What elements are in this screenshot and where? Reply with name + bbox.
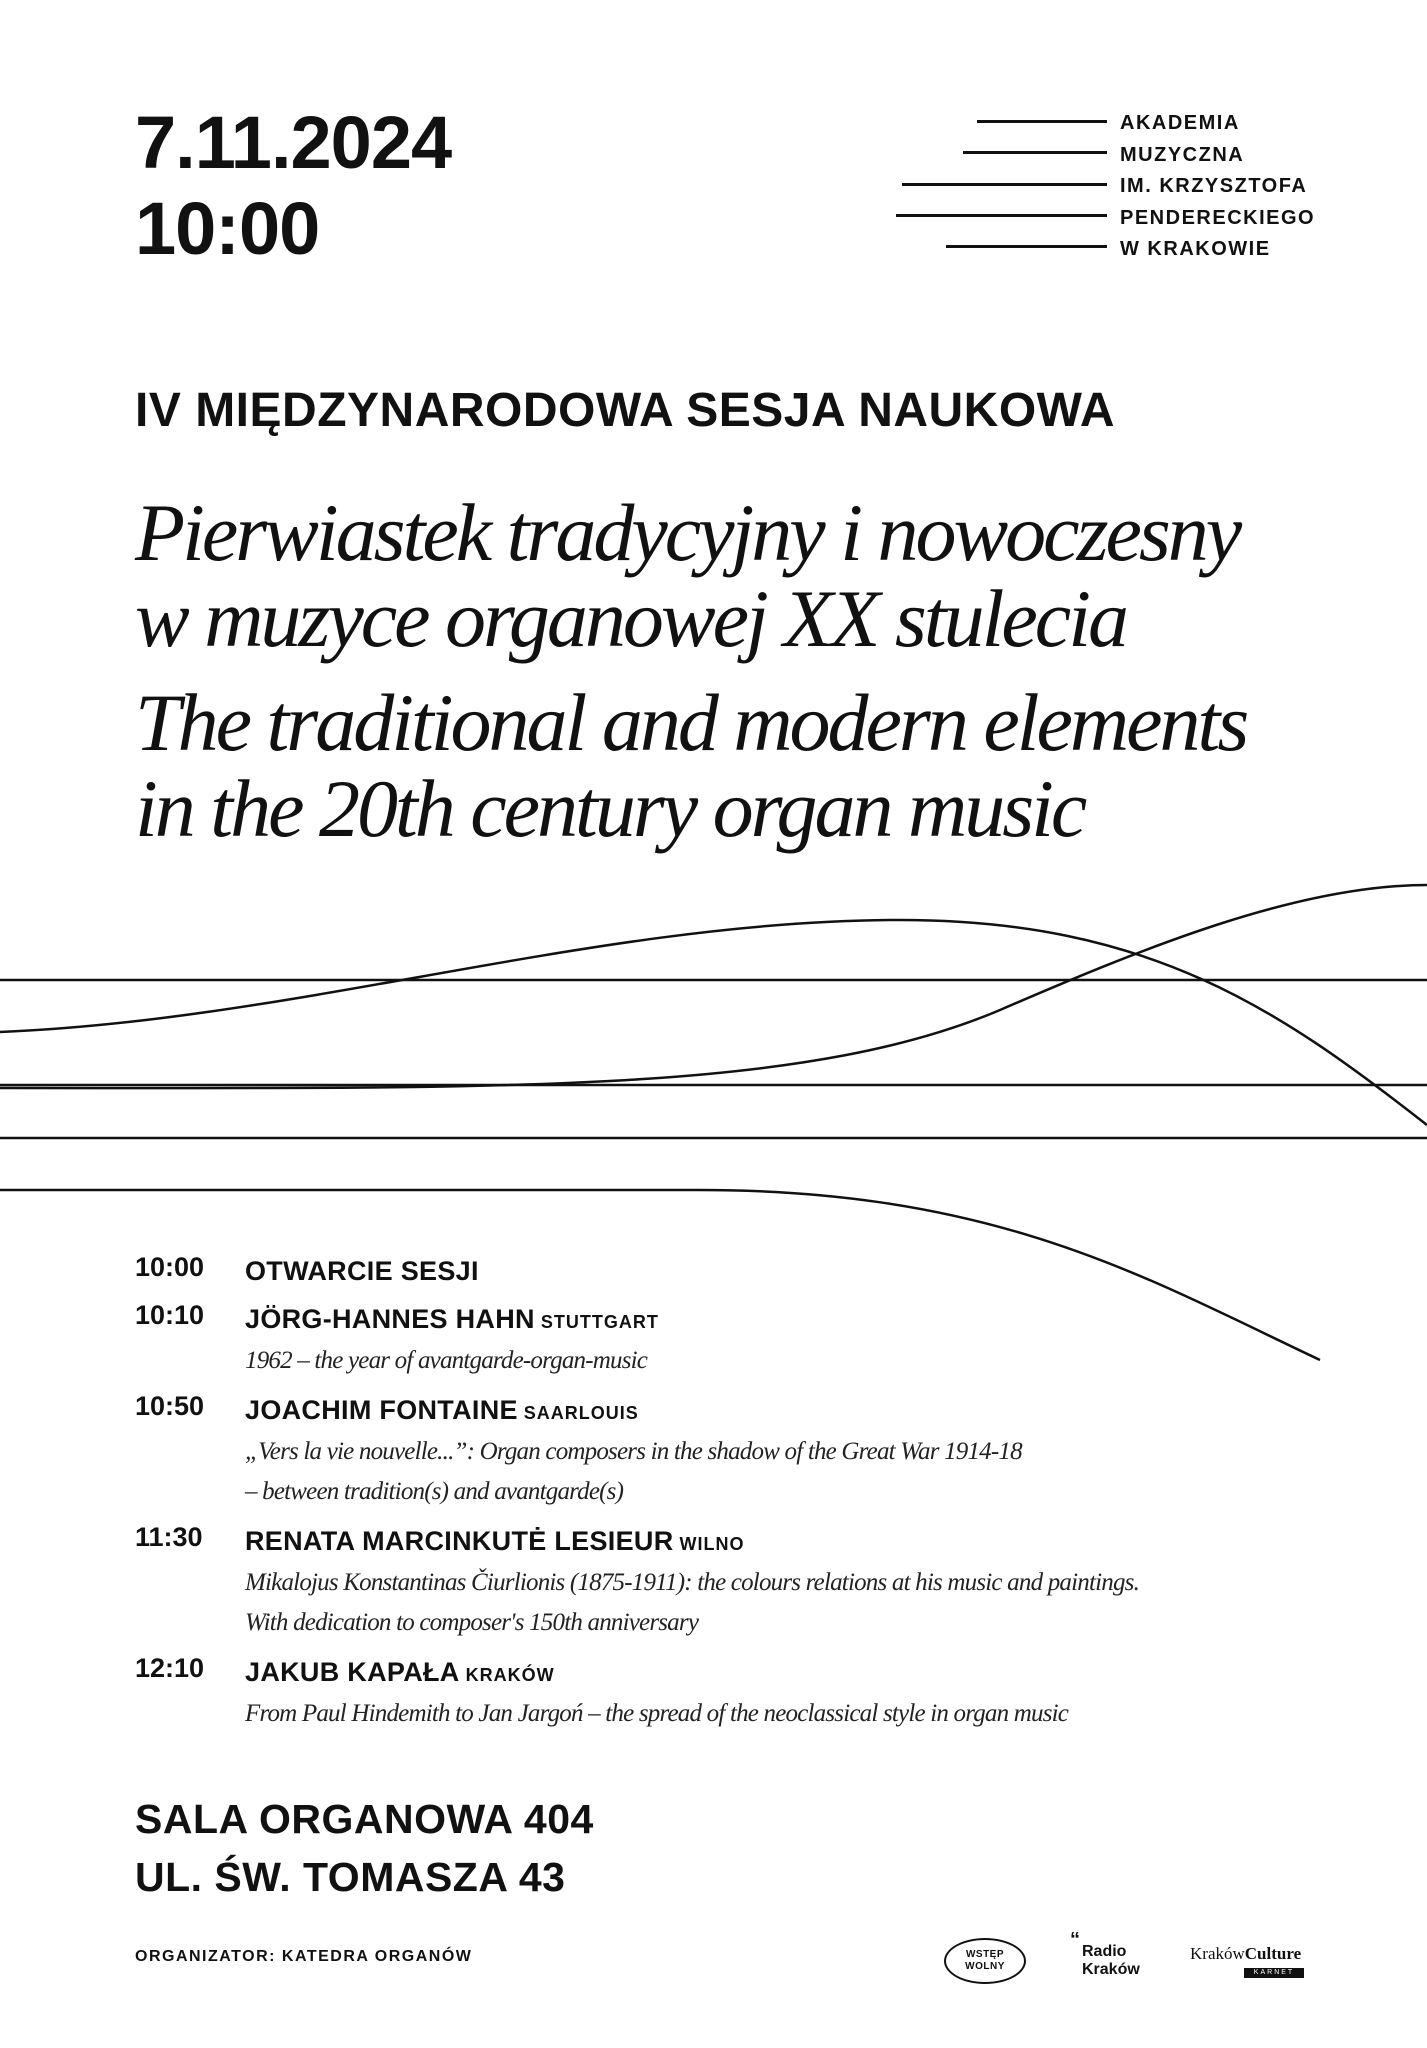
program-name: [245, 1391, 1385, 1432]
title-polish-line: Pierwiastek tradycyjny i nowoczesny: [135, 487, 1240, 578]
speaker-city: STUTTGART: [540, 1312, 659, 1332]
venue-room: SALA ORGANOWA 404: [135, 1796, 594, 1842]
speaker-name: RENATA MARCINKUTĖ LESIEUR: [245, 1526, 674, 1556]
title-english: [135, 677, 1247, 854]
title-polish-line: w muzyce organowej XX stulecia: [135, 573, 1126, 664]
speaker-name: OTWARCIE SESJI: [245, 1256, 479, 1286]
date-time-block: [135, 100, 451, 272]
title-english-line: in the 20th century organ music: [135, 763, 1085, 854]
radio-krakow-logo: [1070, 1929, 1140, 1979]
culture-logo-word: Culture: [1244, 1944, 1302, 1963]
talk-title: – between tradition(s) and avantgarde(s): [245, 1478, 624, 1505]
logo-text-line: PENDERECKIEGO: [1120, 206, 1316, 229]
event-date: 7.11.2024: [135, 101, 452, 184]
quote-icon: “: [1070, 1929, 1080, 1951]
logo-line-4: [896, 214, 1107, 217]
program-time: 10:10: [135, 1300, 205, 1330]
wave-curve: [0, 885, 1427, 1088]
logo-line-5: [946, 245, 1107, 248]
session-heading: IV MIĘDZYNARODOWA SESJA NAUKOWA: [135, 384, 1115, 437]
speaker-name: JOACHIM FONTAINE: [245, 1395, 518, 1425]
program-item: [135, 1300, 1385, 1381]
badge-line: WSTĘP: [965, 1949, 1005, 1960]
program-name: [245, 1300, 1385, 1341]
venue-block: [135, 1790, 594, 1906]
program-item: [135, 1252, 1385, 1290]
radio-logo-line: Radio: [1082, 1943, 1127, 1960]
logo-line-2: [963, 151, 1107, 154]
speaker-name: JÖRG-HANNES HAHN: [245, 1304, 535, 1334]
organizer-text: ORGANIZATOR: KATEDRA ORGANÓW: [135, 1948, 473, 1965]
logo-text-line: IM. KRZYSZTOFA: [1120, 175, 1308, 197]
program-name: [245, 1653, 1385, 1694]
krakow-culture-logo: [1190, 1944, 1302, 1976]
program-item: [135, 1653, 1385, 1734]
talk-title: Mikalojus Konstantinas Čiurlionis (1875-1911): the colours relations at his music and paintings.: [245, 1569, 1140, 1596]
logo-text-line: W KRAKOWIE: [1120, 238, 1271, 260]
program-time: 11:30: [135, 1522, 203, 1552]
talk-title: With dedication to composer's 150th anniversary: [245, 1609, 699, 1636]
program-time: 12:10: [135, 1653, 205, 1683]
logo-line-3: [902, 183, 1107, 186]
logo-text-line: MUZYCZNA: [1120, 143, 1245, 166]
culture-logo-city: Kraków: [1190, 1944, 1245, 1963]
venue-address: UL. ŚW. TOMASZA 43: [135, 1854, 566, 1900]
talk-title: 1962 – the year of avantgarde-organ-music: [245, 1347, 648, 1374]
logo-line-1: [977, 120, 1107, 123]
talk-title: „Vers la vie nouvelle...”: Organ composers in the shadow of the Great War 1914-18: [245, 1438, 1022, 1465]
program-item: [135, 1391, 1385, 1512]
title-english-line: The traditional and modern elements: [135, 677, 1247, 768]
academy-logo: [890, 108, 1370, 268]
speaker-city: WILNO: [679, 1534, 745, 1554]
karnet-label: KARNET: [1244, 1968, 1304, 1978]
program-time: 10:50: [135, 1391, 205, 1421]
event-time: 10:00: [135, 187, 320, 270]
logo-text: [1120, 108, 1315, 266]
program-list: [135, 1252, 1385, 1744]
badge-line: WOLNY: [965, 1961, 1005, 1972]
radio-logo-text: [1070, 1935, 1140, 1979]
program-name: [245, 1522, 1385, 1563]
radio-logo-line: Kraków: [1082, 1961, 1140, 1978]
speaker-name: JAKUB KAPAŁA: [245, 1657, 460, 1687]
title-polish: [135, 487, 1240, 664]
talk-title: From Paul Hindemith to Jan Jargoń – the spread of the neoclassical style in organ music: [245, 1700, 1069, 1727]
speaker-city: SAARLOUIS: [523, 1403, 639, 1423]
wave-curve: [0, 920, 1427, 1125]
program-item: [135, 1522, 1385, 1643]
speaker-city: KRAKÓW: [465, 1665, 555, 1685]
free-entry-badge: [944, 1938, 1026, 1984]
logo-text-line: AKADEMIA: [1120, 112, 1240, 134]
program-name: [245, 1252, 1385, 1290]
program-time: 10:00: [135, 1252, 205, 1282]
